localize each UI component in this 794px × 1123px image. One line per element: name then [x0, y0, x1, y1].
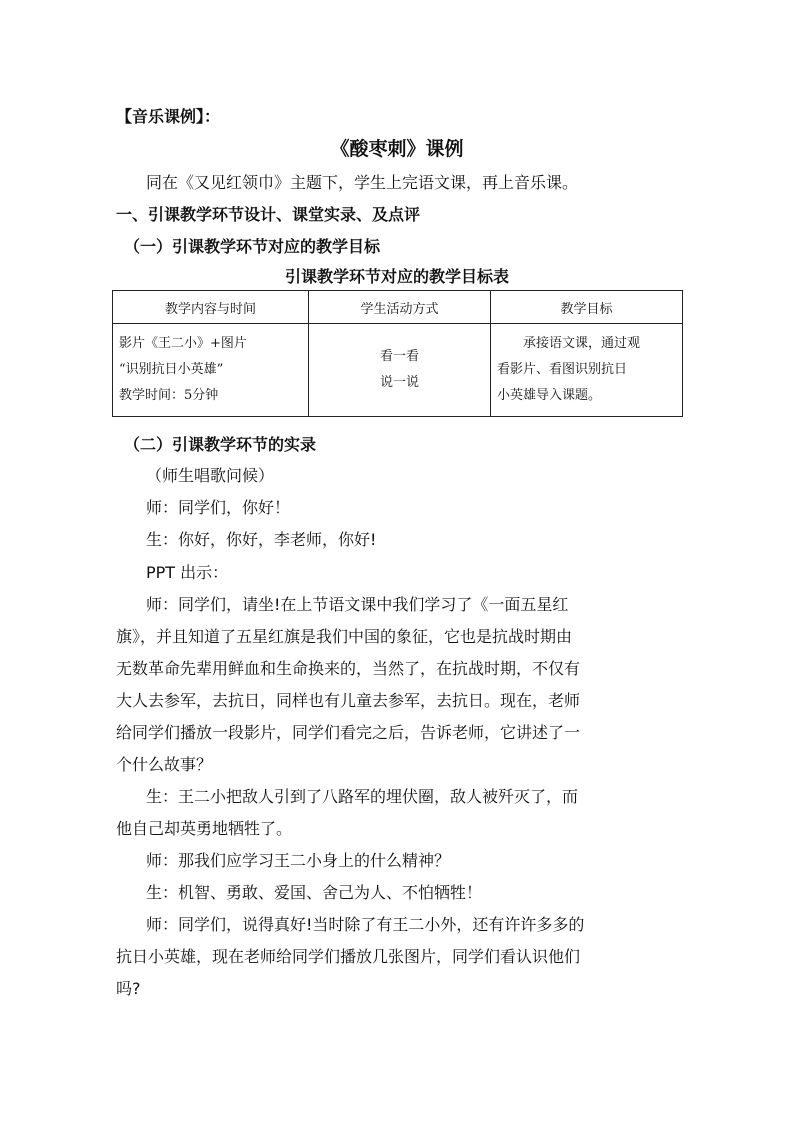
table-header-row: [113, 291, 683, 324]
transcript-line: 抗日小英雄，现在老师给同学们播放几张图片，同学们看认识他们: [116, 947, 581, 966]
transcript-line: 个什么故事？: [116, 755, 213, 774]
transcript-line: 无数革命先辈用鲜血和生命换来的，当然了，在抗战时期，不仅有: [116, 659, 581, 678]
transcript-line: 师：同学们，你好！: [146, 498, 291, 517]
intro-paragraph: 同在《又见红领巾》主题下，学生上完语文课，再上音乐课。: [146, 173, 579, 192]
table-row: [113, 324, 683, 417]
table-cell-goal: [491, 324, 683, 417]
objectives-table: [112, 290, 683, 417]
transcript-line: 师：那我们应学习王二小身上的什么精神？: [146, 851, 451, 870]
transcript-line: 师：同学们，请坐!在上节语文课中我们学习了《一面五星红: [146, 595, 569, 614]
transcript-line: 生：机智、勇敢、爱国、舍己为人、不怕牺牲！: [146, 883, 483, 902]
goal-line: 承接语文课，通过观: [523, 336, 641, 351]
activity-line: 说一说: [379, 375, 419, 390]
transcript-line: 大人去参军，去抗日，同样也有儿童去参军，去抗日。现在，老师: [116, 691, 581, 710]
heading-section-1: 一、引课教学环节设计、课堂实录、及点评: [116, 205, 421, 224]
document-title: 《酸枣刺》课例: [330, 138, 464, 160]
table-cell-content: [113, 324, 309, 417]
table-header-activity: 学生活动方式: [309, 291, 491, 324]
activity-line: 看一看: [379, 349, 419, 364]
goal-line: 小英雄导入课题。: [497, 388, 602, 403]
transcript-line: 他自己却英勇地牺牲了。: [116, 819, 293, 838]
transcript-line: 师：同学们，说得真好!当时除了有王二小外，还有许许多多的: [146, 915, 585, 934]
section-tag: 【音乐课例】：: [116, 107, 221, 126]
transcript-line: PPT 出示：: [146, 563, 229, 582]
transcript-line: 给同学们播放一段影片，同学们看完之后，告诉老师，它讲述了一: [116, 723, 581, 742]
table-header-goal: 教学目标: [491, 291, 683, 324]
transcript-line: 生：你好，你好，李老师，你好!: [146, 530, 377, 549]
heading-subsection-1: （一）引课教学环节对应的教学目标: [124, 237, 381, 256]
content-line: 影片《王二小》+图片: [119, 336, 247, 351]
heading-subsection-2: （二）引课教学环节的实录: [124, 435, 317, 454]
transcript-line: 生：王二小把敌人引到了八路军的埋伏圈，敌人被歼灭了，而: [146, 787, 579, 806]
transcript-line: 旗》，并且知道了五星红旗是我们中国的象征，它也是抗战时期由: [116, 627, 573, 646]
transcript-line: （师生唱歌问候）: [146, 466, 275, 485]
content-line: 教学时间：5分钟: [119, 388, 219, 403]
content-line: “识别抗日小英雄”: [119, 362, 224, 377]
transcript-line: 吗?: [116, 979, 141, 998]
goal-line: 看影片、看图识别抗日: [497, 362, 628, 377]
table-caption: 引课教学环节对应的教学目标表: [284, 267, 509, 286]
table-cell-activity: [309, 324, 491, 417]
table-header-content: 教学内容与时间: [113, 291, 309, 324]
